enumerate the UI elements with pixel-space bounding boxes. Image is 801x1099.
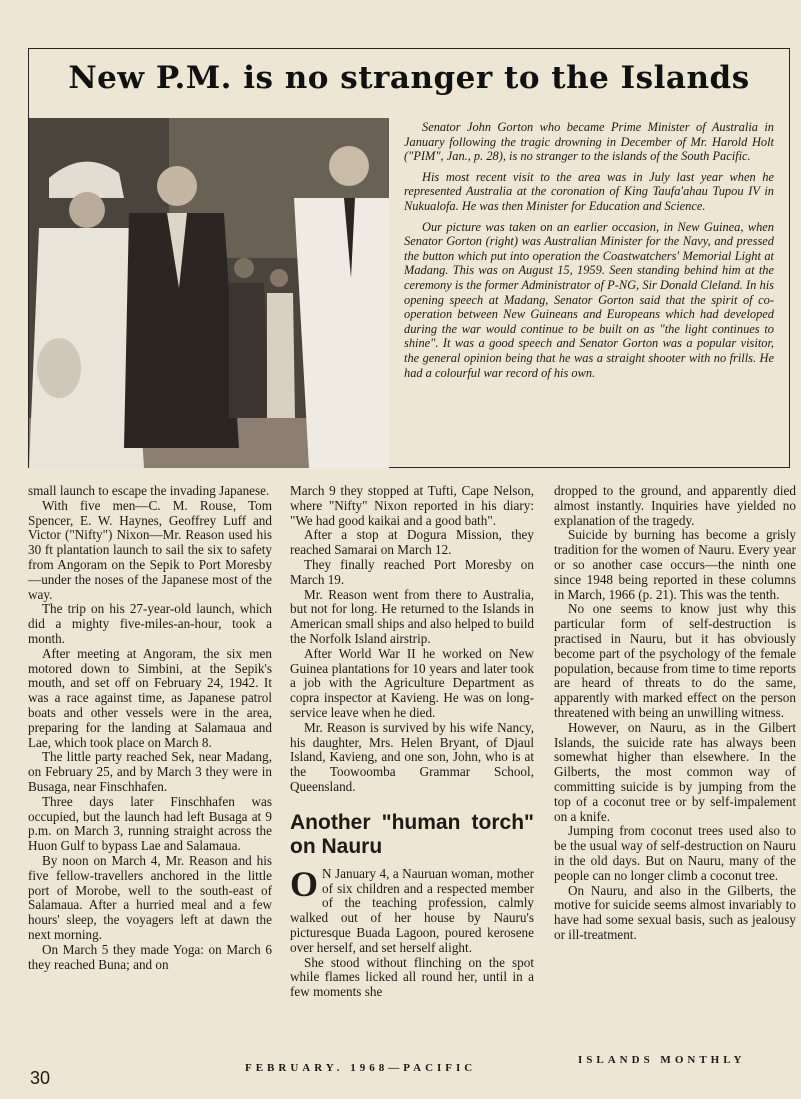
paragraph: After World War II he worked on New Guinea plantations for 10 years and later took a job with the Agriculture Department as copra inspector at Kavieng. He was on long-service leave when he died. [290,645,534,720]
paragraph: Mr. Reason is survived by his wife Nancy, his daughter, Mrs. Helen Bryant, of Djaul Island, Kavieng, and one son, John, who is at the Toowoomba Grammar School, Queensland. [290,719,534,794]
page-number: 30 [30,1068,51,1088]
photo-caption [404,120,774,386]
paragraph: small launch to escape the invading Japanese. [28,483,270,498]
paragraph: They finally reached Port Moresby on March 19. [290,556,534,587]
column-2 [290,484,534,1000]
paragraph: No one seems to know just why this particular form of self-destruction is practised in Nauru, but it has obviously become part of the psychology of the female population, because from time to time reports are heard of threats to do the same, apparently with marked effect on the person threatened with being an unwilling witness. [554,601,796,720]
paragraph: Mr. Reason went from there to Australia, but not for long. He returned to the Islands in American small ships and also helped to build the Norfolk Island airstrip. [290,586,534,646]
paragraph: The little party reached Sek, near Madang, on February 25, and by March 3 they were in Busaga, near Finschhafen. [28,749,272,794]
column-3 [554,484,796,943]
paragraph: On Nauru, and also in the Gilberts, the motive for suicide seems almost invariably to have had some sexual basis, such as jealousy or ill-treatment. [554,882,796,942]
paragraph: March 9 they stopped at Tufti, Cape Nelson, where "Nifty" Nixon reported in his diary: "We had good kaikai and a good bath". [290,483,534,528]
column-1 [28,484,272,972]
photograph [29,118,389,468]
paragraph: The trip on his 27-year-old launch, which did a mighty five-miles-an-hour, took a month. [28,601,272,646]
paragraph: However, on Nauru, as in the Gilbert Islands, the suicide rate has always been somewhat higher than elsewhere. In the Gilberts, the most common way of committing suicide is by jumping from the top of a coconut tree or by self-impalement on a knife. [554,719,796,824]
paragraph: After meeting at Angoram, the six men motored down to Simbini, at the Sepik's mouth, and set off on February 24, 1942. It was a race against time, as Japanese patrol boats and other vessels were in the area, preparing for the landing at Salamaua and Lae, which took place on March 8. [28,645,272,750]
paragraph: Jumping from coconut trees used also to be the usual way of self-destruction on Nauru in the old days. But on Nauru, many of the people can no longer climb a coconut tree. [554,823,796,883]
subheading: Another "human torch" on Nauru [290,810,534,858]
paragraph: Three days later Finschhafen was occupied, but the launch had left Busaga at 9 p.m. on March 3, running straight across the Huon Gulf to bypass Lae and Salamaua. [28,793,272,854]
drop-cap: O [290,863,319,904]
paragraph: dropped to the ground, and apparently died almost instantly. Inquiries have yielded no explanation of the tragedy. [554,483,796,528]
paragraph: She stood without flinching on the spot while flames licked all round her, until in a few moments she [290,954,534,1000]
paragraph: After a stop at Dogura Mission, they reached Samarai on March 12. [290,527,534,558]
caption-paragraph: His most recent visit to the area was in July last year when he represented Australia at the coronation of King Taufa'ahau Tupou IV in Nukualofa. He was then Minister for Education and Science. [404,169,774,213]
paragraph: Suicide by burning has become a grisly tradition for the women of Nauru. Every year or so another case occurs—the ninth one since 1948 being reported in these columns in March, 1966 (p. 21). This was the tenth. [554,527,796,602]
paragraph: On March 5 they made Yoga: on March 6 they reached Buna; and on [28,941,272,972]
running-footer-right: ISLANDS MONTHLY [578,1054,746,1066]
paragraph: With five men—C. M. Rouse, Tom Spencer, E. W. Haynes, Geoffrey Luff and Victor ("Nifty") Nixon—Mr. Reason used his 30 ft plantation launch to sail the six to safety from Angoram on the Sepik to Port Moresby—under the noses of the Japanese most of the way. [28,497,272,602]
headline: New P.M. is no stranger to the Islands [68,60,750,96]
caption-paragraph: Senator John Gorton who became Prime Minister of Australia in January following the tragic drowning in December of Mr. Harold Holt ("PIM", Jan., p. 28), is no stranger to the islands of the South Pacific. [404,120,774,164]
paragraph-text: N January 4, a Nauruan woman, mother of six children and a respected member of the teaching profession, calmly walked out of her house by Nauru's picturesque Buada Lagoon, poured kerosene over herself, and set herself alight. [290,865,534,955]
paragraph [290,863,534,956]
caption-paragraph: Our picture was taken on an earlier occasion, in New Guinea, when Senator Gorton (right) was Australian Minister for the Navy, and pressed the button which put into operation the Coastwatchers' Memorial Light at Madang. This was on August 15, 1959. Seen standing behind him at the ceremony is the former Administrator of P-NG, Sir Donald Cleland. In his opening speech at Madang, Senator Gorton said that the spirit of co-operation between New Guineans and Europeans which had developed during the war would continue to be built on as "the light continues to shine". It was a good speech and Senator Gorton was a popular visitor, the general opinion being that he was a straight shooter with no frills. He had a colourful war record of his own. [404,219,774,380]
paragraph: By noon on March 4, Mr. Reason and his five fellow-travellers anchored in the little port of Morobe, well to the south-east of Salamaua. After a hurried meal and a few hours' sleep, the voyagers left at dawn the next morning. [28,852,272,942]
running-footer-left: FEBRUARY. 1968—PACIFIC [245,1062,477,1074]
page-footer [0,1054,801,1088]
